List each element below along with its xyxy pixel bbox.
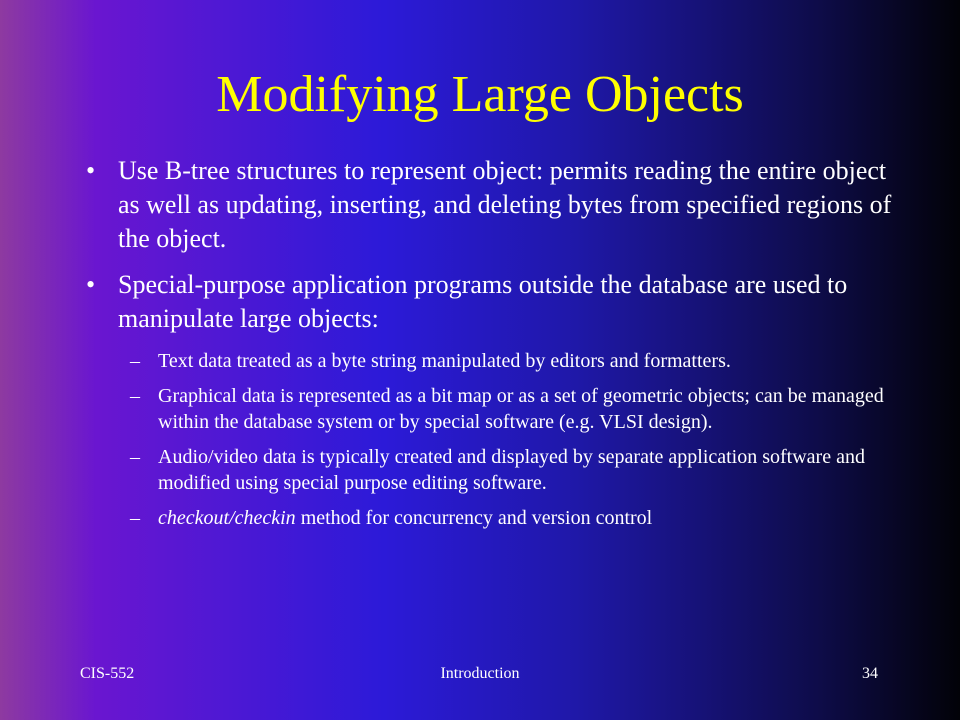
footer-course: CIS-552 (80, 665, 135, 682)
sub-bullet-text: method for concurrency and version control (295, 507, 653, 529)
sub-bullet-item (80, 505, 900, 531)
dash-icon: – (130, 385, 140, 407)
dash-icon: – (130, 446, 140, 468)
bullet-icon: • (86, 156, 96, 185)
footer-section: Introduction (440, 665, 520, 682)
bullet-text: Special-purpose application programs outside the database are used to manipulate large objects: (118, 270, 848, 333)
slide-title: Modifying Large Objects (216, 66, 744, 123)
sub-bullet-text: Graphical data is represented as a bit map or as a set of geometric objects; can be managed within the database system or by special software (e.g. VLSI design). (158, 385, 884, 433)
sub-bullet-text: Audio/video data is typically created and displayed by separate application software and modified using special purpose editing software. (158, 446, 865, 494)
bullet-item (80, 154, 900, 256)
bullet-icon: • (86, 270, 96, 299)
sub-bullet-item (80, 348, 900, 374)
footer-page-number: 34 (862, 665, 878, 682)
sub-bullet-text: Text data treated as a byte string manipulated by editors and formatters. (158, 350, 731, 372)
slide-content (80, 154, 900, 540)
sub-bullet-item (80, 383, 900, 435)
dash-icon: – (130, 507, 140, 529)
bullet-text: Use B-tree structures to represent object: permits reading the entire object as well as updating, inserting, and deleting bytes from specified regions of the object. (118, 156, 892, 253)
dash-icon: – (130, 350, 140, 372)
sub-bullet-item (80, 444, 900, 496)
bullet-item (80, 268, 900, 336)
sub-bullet-italic-text: checkout/checkin (158, 507, 296, 529)
